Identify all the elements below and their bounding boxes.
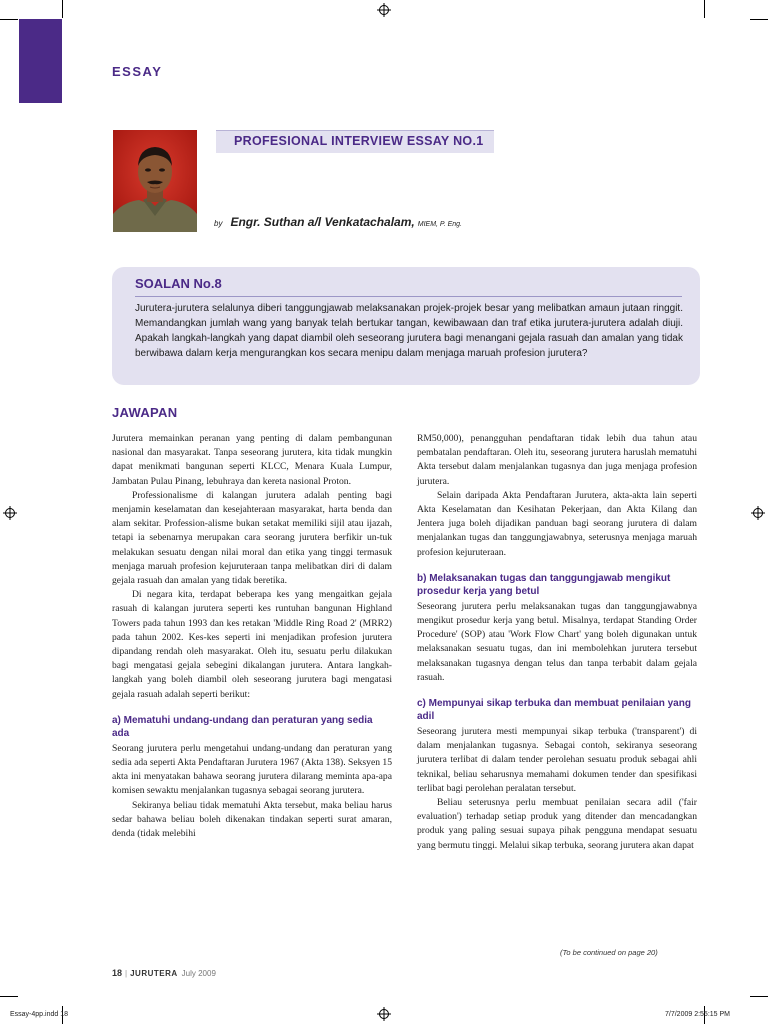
paragraph: Professionalisme di kalangan jurutera adalah penting bagi menjamin keselamatan dan kesejahteraan masyarakat, harta benda dan alam sekitar. Profession-alisme bukan setakat memiliki sijil atau ijazah, tetapi ia sebenarnya merupakan cara seorang jurutera berfikir un-tuk melakukan sesuatu dengan nilai moral dan etika yang tinggi termasuk menjaga maruah profesion kejuruteraan tanpa melibatkan diri di dalam gejala rasuah dan amalan yang tidak beretika. xyxy=(112,489,392,587)
paragraph: Beliau seterusnya perlu membuat penilaian secara adil ('fair evaluation') terhadap setiap produk yang ditender dan mencadangkan produk yang paling sesuai supaya pihak pengguna mendapat sesuatu yang bermutu tinggi. Melalui sikap terbuka, seorang jurutera akan dapat xyxy=(417,797,697,851)
paragraph: RM50,000), penangguhan pendaftaran tidak lebih dua tahun atau pembatalan pendaftaran. Oleh itu, seseorang jurutera haruslah mematuhi Akta tersebut dalam menjalankan tugasnya dan juga menjaga profesion jurutera. xyxy=(417,433,697,487)
paragraph: Di negara kita, terdapat beberapa kes yang mengaitkan gejala rasuah di kalangan jurutera seperti kes runtuhan bangunan Highland Towers pada tahun 1993 dan kes retakan 'Middle Ring Road 2' (MRR2) pada tahun 2002. Kes-kes seperti ini menjadikan profesion jurutera dipandang rendah oleh masyarakat. Oleh itu, sesuatu perlu dilakukan bagi mengatasi gejala sebegini dikalangan jurutera. Antara langkah-langkah yang boleh diambil oleh seseorang jurutera bagi mengatasi gejala rasuah adalah seperti berikut: xyxy=(112,589,392,700)
subheading: c) Mempunyai sikap terbuka dan membuat penilaian yang adil xyxy=(417,698,691,723)
question-divider xyxy=(135,296,682,297)
subheading: b) Melaksanakan tugas dan tanggungjawab mengikut prosedur kerja yang betul xyxy=(417,572,671,597)
registration-mark-icon xyxy=(3,506,17,520)
paragraph: Sekiranya beliau tidak mematuhi Akta tersebut, maka beliau harus sedar bahawa beliau boleh dikenakan tindakan seperti surat amaran, denda (tidak melebihi xyxy=(112,799,392,840)
paragraph: Seseorang jurutera mesti mempunyai sikap terbuka ('transparent') di dalam menjalankan tugasnya. Sebagai contoh, sekiranya seseorang jurutera terlibat di dalam tender perolehan sesuatu produk sebagai ahli teknikal, beliau seharusnya memahami dokumen tender dan spesifikasi terlibat bagi perolehan peralatan tersebut. xyxy=(417,726,697,794)
crop-mark xyxy=(704,0,705,18)
body-column-left xyxy=(112,432,392,841)
body-column-right xyxy=(417,432,697,853)
paragraph: Seorang jurutera perlu mengetahui undang-undang dan peraturan yang sedia ada seperti Akta Pendaftaran Jurutera 1967 (Akta 138). Seksyen 15 akta ini menyatakan bahawa seorang jurutera dilarang meminta apa-apa komisen sewaktu menjalankan tugasnya sebagai seorang jurutera. xyxy=(112,742,392,797)
registration-mark-icon xyxy=(377,1007,391,1021)
paragraph: Selain daripada Akta Pendaftaran Jurutera, akta-akta lain seperti Akta Keselamatan dan Kesihatan Pekerjaan, dan Akta Kilang dan Jentera juga boleh dijadikan panduan bagi seorang jurutera di dalam menjalankan tugas dan tanggungjawabnya, seterusnya menjaga maruah profesion kejuruteraan. xyxy=(417,489,697,558)
crop-mark xyxy=(750,19,768,20)
subheading: a) Mematuhi undang-undang dan peraturan yang sedia ada xyxy=(112,714,373,739)
issue-date: July 2009 xyxy=(181,969,216,978)
section-label: ESSAY xyxy=(112,64,163,79)
registration-mark-icon xyxy=(377,3,391,17)
continued-note: (To be continued on page 20) xyxy=(560,948,658,957)
section-color-tab xyxy=(19,19,62,103)
paragraph: Jurutera memainkan peranan yang penting di dalam pembangunan nasional dan masyarakat. Tanpa seseorang jurutera, kita tidak mungkin dapat menikmati bangunan seperti KLCC, Menara Kuala Lumpur, Jambatan Pulau Pinang, lebuhraya dan kereta nasional Proton. xyxy=(112,433,392,487)
crop-mark xyxy=(62,0,63,18)
article-title: PROFESIONAL INTERVIEW ESSAY NO.1 xyxy=(234,134,484,148)
author-name: Engr. Suthan a/l Venkatachalam, xyxy=(230,215,415,229)
byline xyxy=(214,213,462,231)
paragraph: Seseorang jurutera perlu melaksanakan tugas dan tanggungjawabnya mengikut prosedur kerja yang betul. Misalnya, terdapat Standing Order Procedure' (SOP) atau 'Work Flow Chart' yang boleh digunakan untuk melaksanakan sesuatu tugas, dan ini membolehkan jurutera tersebut melaksanakan tugasnya dengan telus dan tanpa terbabit dalam gejala rasuah. xyxy=(417,600,697,683)
crop-mark xyxy=(0,19,18,20)
page-footer xyxy=(112,968,216,978)
page-number: 18 xyxy=(112,968,123,978)
byline-prefix: by xyxy=(214,219,223,228)
article-title-bar xyxy=(216,130,494,153)
registration-mark-icon xyxy=(751,506,765,520)
question-text: Jurutera-jurutera selalunya diberi tanggungjawab melaksanakan projek-projek besar yang melibatkan amaun jutaan ringgit. Memandangkan jumlah wang yang banyak telah bertukar tangan, kewibawaan dan traf etika jurutera-jurutera adalah diuji. Apakah langkah-langkah yang dapat diambil oleh seseorang jurutera bagi menangani gejala rasuah dan amalan yang tidak berwibawa dalam kerja mengurangkan kos secara menipu dalam menjaga maruah profesion jurutera? xyxy=(135,303,683,359)
question-box xyxy=(112,267,700,385)
magazine-name: JURUTERA xyxy=(130,969,178,978)
print-slug-timestamp: 7/7/2009 2:55:15 PM xyxy=(665,1011,730,1018)
author-photo xyxy=(113,130,197,232)
footer-separator: | xyxy=(125,969,128,978)
crop-mark xyxy=(0,996,18,997)
author-credentials: MIEM, P. Eng. xyxy=(417,221,462,228)
question-title: SOALAN No.8 xyxy=(135,276,222,291)
print-slug-file: Essay-4pp.indd 18 xyxy=(10,1011,68,1018)
crop-mark xyxy=(750,996,768,997)
answer-heading: JAWAPAN xyxy=(112,405,178,420)
